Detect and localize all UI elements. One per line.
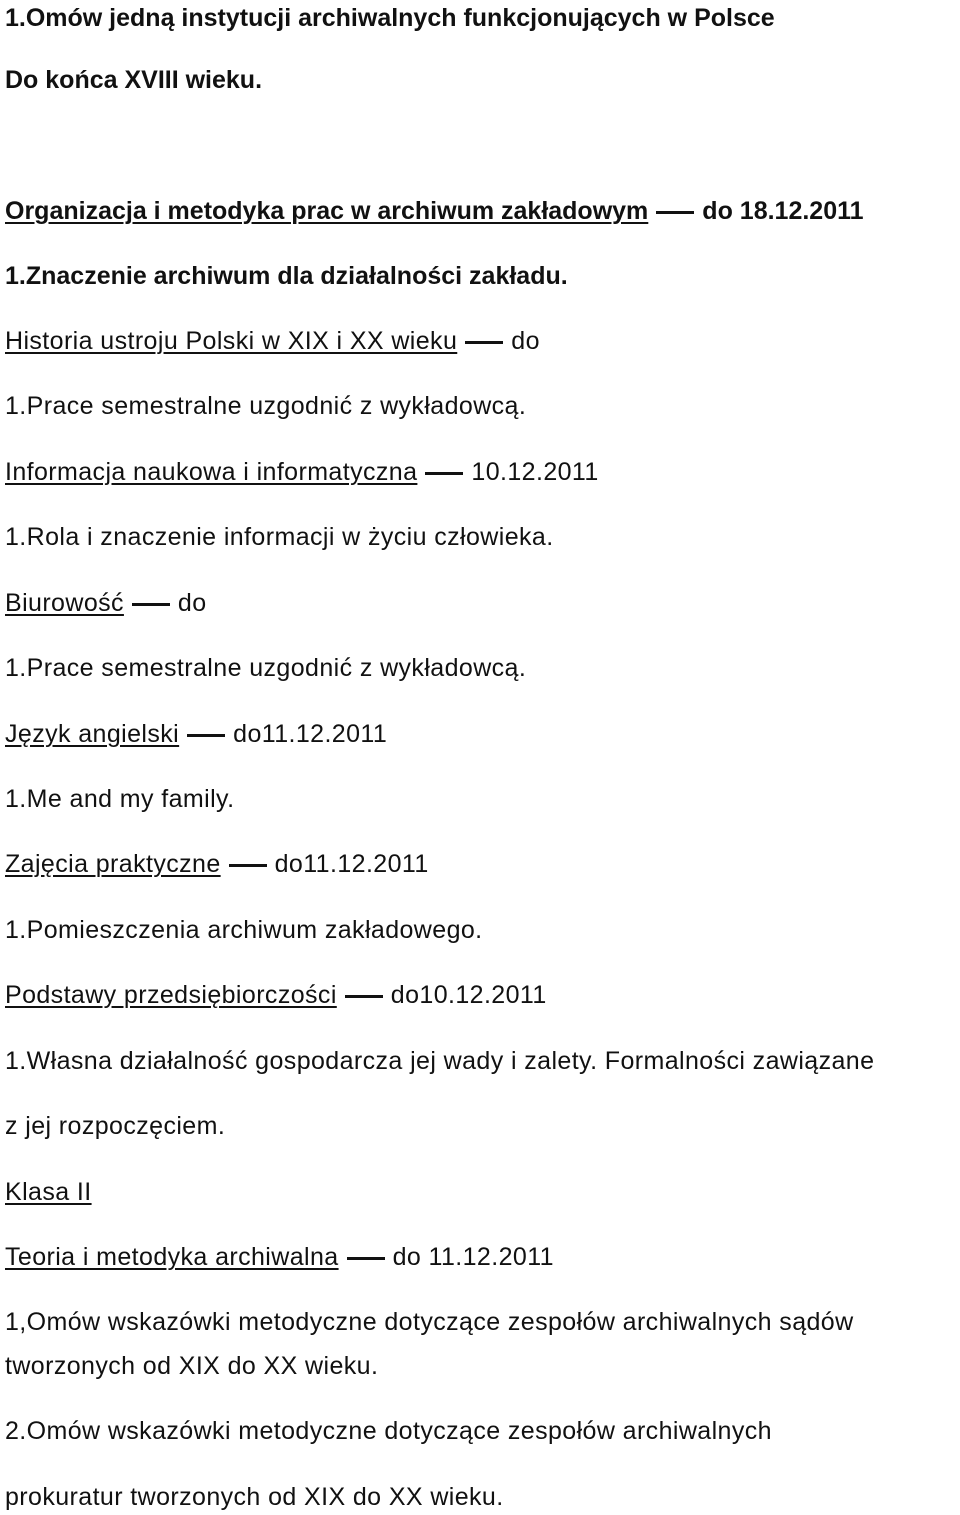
task-line-continued: [5, 1108, 225, 1144]
class-title: Klasa II: [5, 1178, 92, 1206]
subject-title: Język angielski: [5, 720, 180, 748]
task-text: 1.Rola i znaczenie informacji w życiu człowieka.: [5, 523, 554, 551]
dash-separator: [465, 341, 503, 344]
subject-deadline: do 11.12.2011: [392, 1243, 554, 1271]
task-line-2: [5, 62, 262, 98]
dash-separator: [656, 211, 694, 214]
task-text: z jej rozpoczęciem.: [5, 1112, 226, 1140]
task-line: [5, 650, 526, 686]
subject-title: Historia ustroju Polski w XIX i XX wieku: [5, 327, 458, 355]
dash-separator: [187, 734, 225, 737]
subject-deadline: do10.12.2011: [390, 981, 547, 1009]
subject-heading-historia: [5, 323, 540, 359]
dash-separator: [132, 603, 170, 606]
task-text: 1.Prace semestralne uzgodnić z wykładowcą.: [5, 392, 527, 420]
subject-title: Informacja naukowa i informatyczna: [5, 458, 418, 486]
subject-heading-angielski: [5, 716, 387, 752]
task-line: [5, 388, 526, 424]
task-text: tworzonych od XIX do XX wieku.: [5, 1352, 379, 1380]
subject-title: Organizacja i metodyka prac w archiwum zakładowym: [5, 197, 649, 225]
subject-title: Teoria i metodyka archiwalna: [5, 1243, 339, 1271]
subject-heading-biurowosc: [5, 585, 207, 621]
subject-deadline: do: [177, 589, 207, 617]
subject-title: Zajęcia praktyczne: [5, 850, 221, 878]
task-line: [5, 781, 234, 817]
task-text: 1,Omów wskazówki metodyczne dotyczące zespołów archiwalnych sądów: [5, 1308, 854, 1336]
task-line: [5, 1413, 772, 1449]
task-line-1: [5, 0, 775, 36]
task-text: 2.Omów wskazówki metodyczne dotyczące zespołów archiwalnych: [5, 1417, 772, 1445]
task-text: 1.Me and my family.: [5, 785, 235, 813]
subject-heading-podstawy: [5, 977, 547, 1013]
subject-deadline: do11.12.2011: [233, 720, 388, 748]
task-line-continued: [5, 1348, 378, 1384]
task-text: 1.Prace semestralne uzgodnić z wykładowcą.: [5, 654, 527, 682]
task-text: 1.Własna działalność gospodarcza jej wady i zalety. Formalności zawiązane: [5, 1047, 875, 1075]
task-text: 1.Pomieszczenia archiwum zakładowego.: [5, 916, 483, 944]
dash-separator: [345, 995, 383, 998]
task-line: [5, 1043, 874, 1079]
task-text: 1.Omów jedną instytucji archiwalnych funkcjonujących w Polsce: [5, 4, 775, 32]
subject-title: Podstawy przedsiębiorczości: [5, 981, 337, 1009]
task-text: 1.Znaczenie archiwum dla działalności zakładu.: [5, 262, 568, 290]
subject-title: Biurowość: [5, 589, 124, 617]
subject-heading-organizacja: [5, 193, 864, 229]
task-line: [5, 519, 554, 555]
dash-separator: [347, 1257, 385, 1260]
subject-deadline: do: [511, 327, 540, 355]
task-line: [5, 258, 568, 294]
subject-heading-informacja: [5, 454, 599, 490]
task-line: [5, 1304, 854, 1340]
subject-deadline: do 18.12.2011: [702, 197, 864, 225]
subject-heading-zajecia: [5, 846, 429, 882]
task-line: [5, 912, 483, 948]
task-line-continued: [5, 1479, 504, 1515]
task-text: Do końca XVIII wieku.: [5, 66, 263, 94]
subject-deadline: 10.12.2011: [471, 458, 599, 486]
class-heading: [5, 1174, 92, 1210]
dash-separator: [229, 864, 267, 867]
subject-deadline: do11.12.2011: [274, 850, 429, 878]
task-text: prokuratur tworzonych od XIX do XX wieku.: [5, 1483, 504, 1511]
subject-heading-teoria: [5, 1239, 554, 1275]
dash-separator: [425, 472, 463, 475]
